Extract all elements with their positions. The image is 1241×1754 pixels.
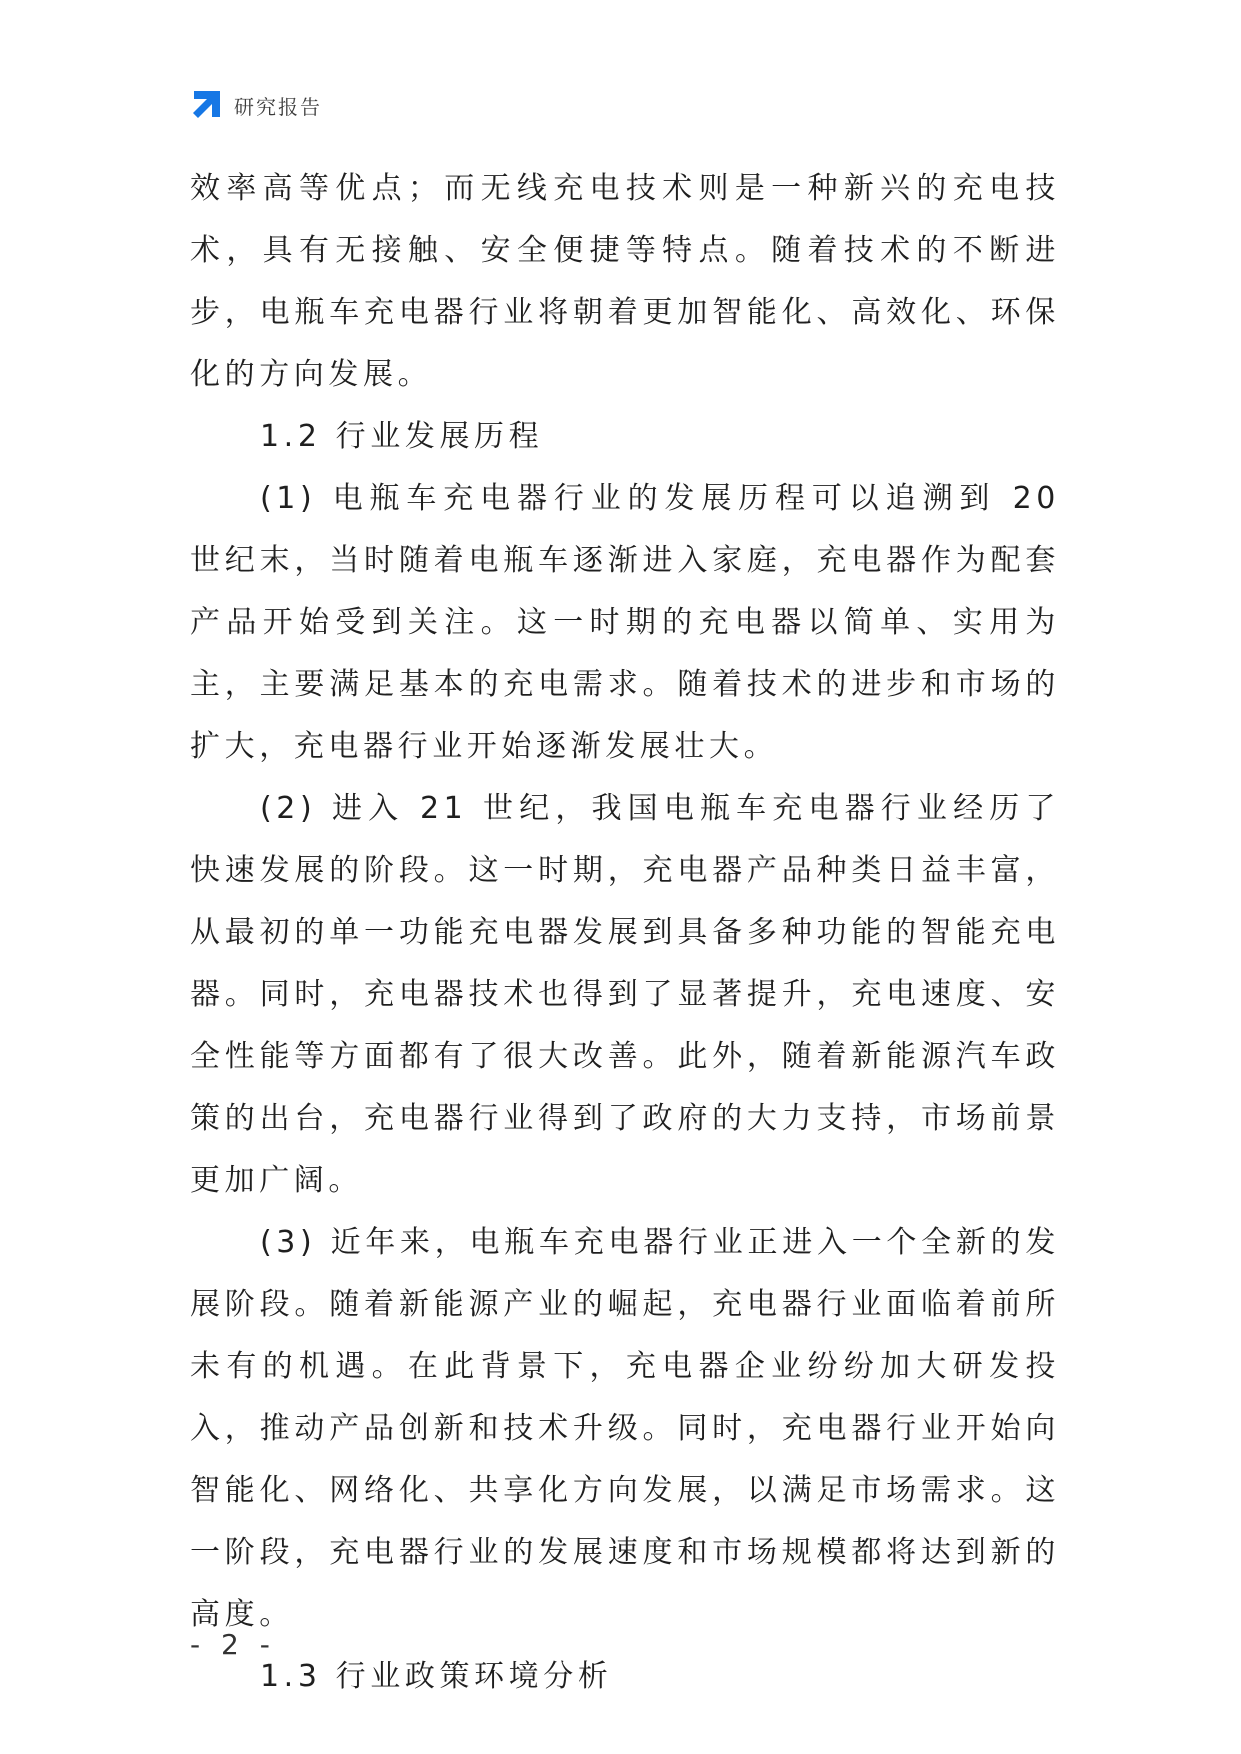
section-heading-1-3: 1.3 行业政策环境分析 bbox=[260, 1659, 613, 1694]
page-number: - 2 - bbox=[190, 1628, 276, 1661]
page-header bbox=[190, 88, 322, 122]
paragraph-history-2: (2) 进入 21 世纪，我国电瓶车充电器行业经历了快速发展的阶段。这一时期，充电器产品种类日益丰富，从最初的单一功能充电器发展到具备多种功能的智能充电器。同时，充电器技术也得到了显著提升，充电速度、安全性能等方面都有了很大改善。此外，随着新能源汽车政策的出台，充电器行业得到了政府的大力支持，市场前景更加广阔。 bbox=[190, 791, 1060, 1198]
arrow-up-right-icon bbox=[190, 89, 222, 121]
paragraph-intro: 效率高等优点；而无线充电技术则是一种新兴的充电技术，具有无接触、安全便捷等特点。随着技术的不断进步，电瓶车充电器行业将朝着更加智能化、高效化、环保化的方向发展。 bbox=[190, 171, 1060, 392]
header-title: 研究报告 bbox=[234, 94, 322, 119]
paragraph-history-3: (3) 近年来，电瓶车充电器行业正进入一个全新的发展阶段。随着新能源产业的崛起，充电器行业面临着前所未有的机遇。在此背景下，充电器企业纷纷加大研发投入，推动产品创新和技术升级。同时，充电器行业开始向智能化、网络化、共享化方向发展，以满足市场需求。这一阶段，充电器行业的发展速度和市场规模都将达到新的高度。 bbox=[190, 1225, 1060, 1632]
document-body bbox=[190, 158, 1060, 1708]
paragraph-history-1: (1) 电瓶车充电器行业的发展历程可以追溯到 20 世纪末，当时随着电瓶车逐渐进入家庭，充电器作为配套产品开始受到关注。这一时期的充电器以简单、实用为主，主要满足基本的充电需求。随着技术的进步和市场的扩大，充电器行业开始逐渐发展壮大。 bbox=[190, 481, 1060, 764]
section-heading-1-2: 1.2 行业发展历程 bbox=[260, 419, 544, 454]
